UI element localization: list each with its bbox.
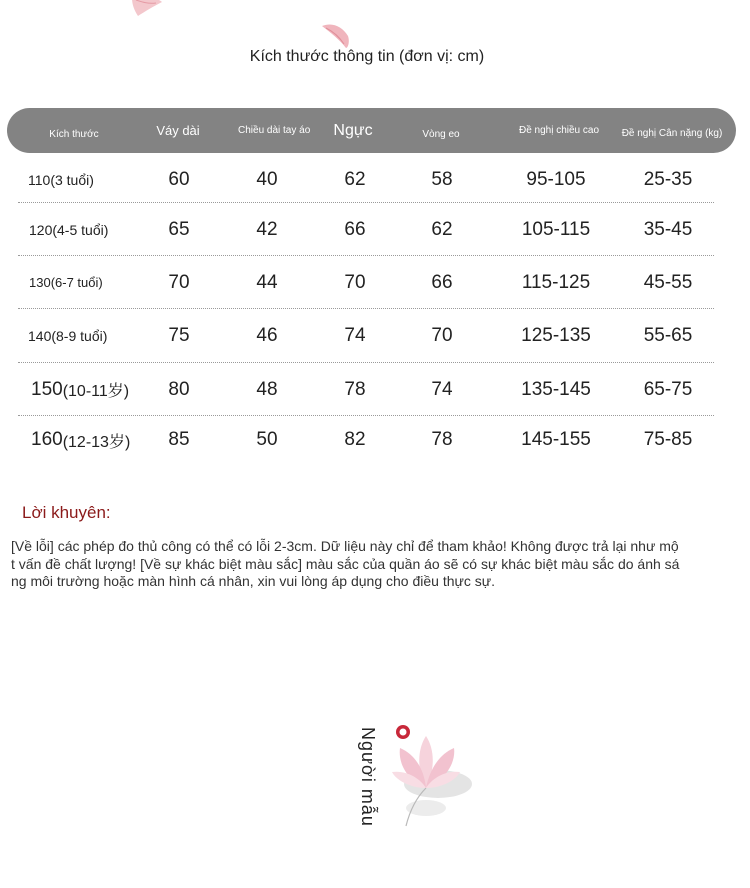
chest-value: 74: [344, 325, 366, 346]
waist-value: 74: [431, 378, 453, 400]
waist-value: 66: [431, 271, 453, 293]
waist-value: 78: [431, 429, 453, 450]
height-value: 125-135: [521, 325, 591, 346]
chest-value: 62: [344, 168, 366, 190]
lotus-icon: [376, 718, 476, 828]
sleeve-length-value: 50: [256, 429, 278, 450]
chest-value: 70: [344, 271, 366, 293]
height-value: 115-125: [521, 271, 591, 293]
table-row: [18, 309, 714, 363]
weight-value: 65-75: [643, 378, 693, 400]
height-value: 135-145: [521, 378, 591, 400]
waist-value: 58: [431, 168, 453, 190]
weight-value: 55-65: [643, 325, 693, 346]
advice-text: [Về lỗi] các phép đo thủ công có thể có lỗi 2-3cm. Dữ liệu này chỉ để tham khảo! Không được trả lại như một vấn đề chất lượng! [Về sự khác biệt màu sắc] màu sắc của quần áo sẽ có sự khác biệt màu sắc do ánh sáng môi trường hoặc màn hình cá nhân, xin vui lòng áp dụng cho điều thực sự.: [11, 538, 680, 589]
dress-length-value: 70: [168, 271, 190, 293]
size-cell: 110 (3 tuổi): [28, 171, 94, 188]
height-value: 105-115: [521, 218, 591, 240]
sleeve-length-value: 48: [256, 378, 278, 400]
size-cell: 140 (8-9 tuổi): [28, 328, 108, 344]
dress-length-value: 65: [168, 218, 190, 240]
dress-length-value: 80: [168, 378, 190, 400]
height-value: 145-155: [521, 429, 591, 450]
table-row: [18, 256, 714, 309]
header-recommended-weight: Đề nghị Cân nặng (kg): [621, 127, 723, 139]
size-cell: 130 (6-7 tuổi): [29, 275, 103, 290]
table-row: [18, 416, 714, 464]
dress-length-value: 60: [168, 168, 190, 190]
table-row: [18, 156, 714, 203]
header-dress-length: Váy dài: [156, 123, 200, 138]
size-cell: 160 (12-13岁): [31, 429, 131, 451]
chest-value: 82: [344, 429, 366, 450]
weight-value: 35-45: [643, 218, 693, 240]
height-value: 95-105: [526, 168, 586, 190]
waist-value: 70: [431, 325, 453, 346]
sleeve-length-value: 42: [256, 218, 278, 240]
dress-length-value: 75: [168, 325, 190, 346]
weight-value: 25-35: [643, 168, 693, 190]
sleeve-length-value: 46: [256, 325, 278, 346]
size-cell: 150 (10-11岁): [31, 378, 130, 400]
table-row: [18, 203, 714, 256]
header-waist: Vòng eo: [422, 129, 460, 140]
model-section-label: Người mẫu: [358, 727, 378, 827]
page-title: Kích thước thông tin (đơn vị: cm): [249, 48, 485, 65]
table-row: [18, 363, 714, 416]
header-sleeve-length: Chiều dài tay áo: [238, 125, 311, 136]
weight-value: 75-85: [643, 429, 693, 450]
size-cell: 120 (4-5 tuổi): [29, 221, 109, 238]
petal-icon: [318, 22, 354, 50]
chest-value: 78: [344, 378, 366, 400]
header-size: Kích thước: [49, 129, 99, 140]
advice-title: Lời khuyên:: [22, 503, 111, 522]
dress-length-value: 85: [168, 429, 190, 450]
sleeve-length-value: 40: [256, 168, 278, 190]
table-header: [7, 108, 736, 153]
sleeve-length-value: 44: [256, 271, 278, 293]
header-recommended-height: Đề nghị chiều cao: [518, 124, 600, 136]
chest-value: 66: [344, 218, 366, 240]
petal-icon: [128, 0, 168, 18]
header-chest: Ngực: [333, 121, 373, 139]
weight-value: 45-55: [643, 271, 693, 293]
waist-value: 62: [431, 218, 453, 240]
